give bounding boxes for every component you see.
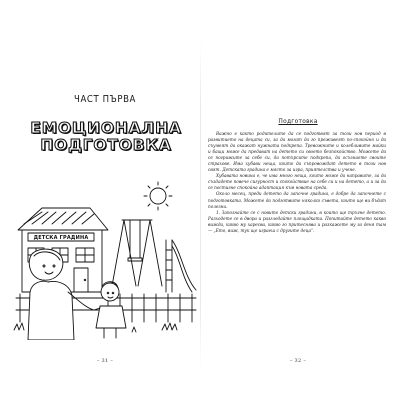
kindergarten-illustration — [12, 158, 198, 340]
paragraph: Около месец, преди детето да започне градина, е добре да започнете с подготовката. Можете да подготвите няколко съвета, които ще ви бъдат полезни. — [208, 191, 386, 209]
kindergarten-scene-icon — [12, 158, 198, 340]
chapter-title — [20, 120, 192, 154]
right-page-number: – 32 – — [289, 358, 307, 364]
kindergarten-sign: ДЕТСКА ГРАДИНА — [33, 235, 89, 241]
chapter-title-line1: ЕМОЦИОНАЛНА — [30, 119, 182, 137]
right-page — [206, 40, 390, 380]
kindergarten-building-icon — [18, 208, 108, 292]
slide-icon — [166, 240, 196, 292]
paragraph: Хубавата новина е, че има много неща, които може да направите, за да създадете повече сигурност и спокойствие на себе си и на детето, а и за да се постигне спокойна адаптация към новата среда. — [208, 173, 386, 191]
paragraph: 1. Запознайте се с новите детски градини, в които ще тръгне детето. Разходете се в двора и разгледайте площадката. Попитайте детето какво вижда, какво му харесва, какво го притеснява и разкажете му за деня там — „Ето, виж, тук ще играеш с другите деца“. — [208, 209, 386, 233]
swing-icon — [112, 220, 162, 286]
mother-icon — [28, 249, 94, 340]
book-gutter — [200, 40, 201, 370]
section-heading: Подготовка — [278, 117, 318, 125]
left-page-number: – 31 – — [96, 358, 114, 364]
paragraph: Важно е както родителите да се подготвят за този нов период в развитието на децата си, за да могат да го преживеят по-спокойно и да съумеят да окажат нужната подкрепа. Тревожните и колебливите майки и бащи може да предават на детето си своето безпокойство. Можете да се погрижите за себе си, да потърсите подкрепа, да осъзнаете своите страхове. Има хубави неща, които да съпровождат детето в този нов свят. Детската градина е място за игра, приятелства и учене. — [208, 131, 386, 173]
chapter-title-line2: ПОДГОТОВКА — [40, 136, 172, 154]
left-page — [12, 40, 198, 380]
sun-icon — [144, 182, 172, 210]
body-text — [208, 131, 386, 234]
part-title: ЧАСТ ПЪРВА — [73, 94, 136, 105]
